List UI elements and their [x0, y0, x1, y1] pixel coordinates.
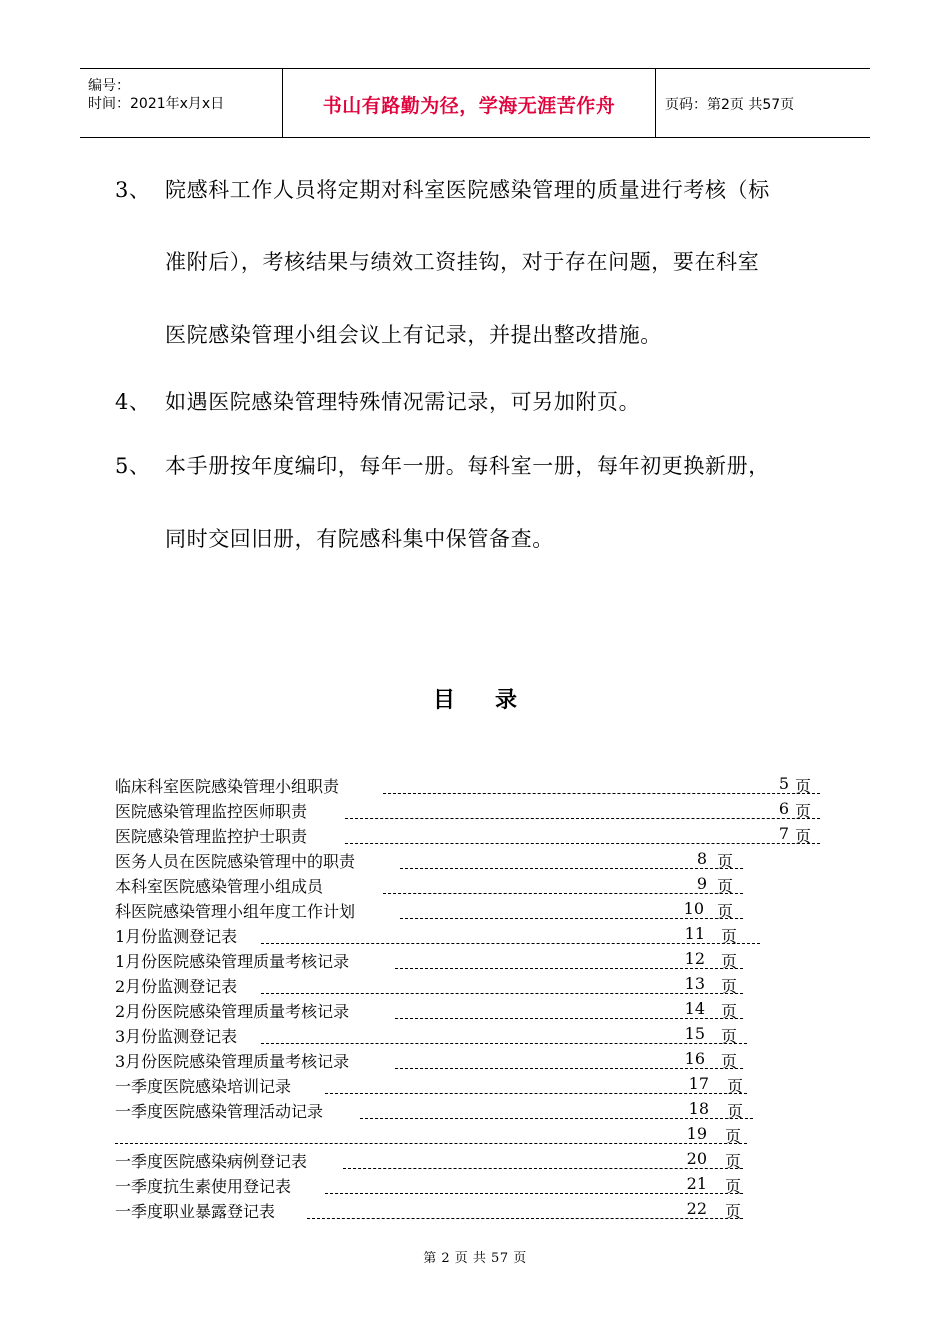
- toc-page-unit: 页: [795, 777, 812, 796]
- toc-leader: [395, 968, 743, 969]
- toc-entry-title: 一季度抗生素使用登记表: [115, 1177, 292, 1196]
- toc-page-unit: 页: [717, 877, 734, 896]
- toc-leader: [395, 1018, 743, 1019]
- toc-page-number: 22: [686, 1199, 707, 1218]
- toc-entry-title: 2月份医院感染管理质量考核记录: [115, 1002, 350, 1021]
- toc-entry[interactable]: [115, 1147, 743, 1172]
- toc-entry[interactable]: [115, 1022, 747, 1047]
- toc-entry[interactable]: [115, 947, 743, 972]
- toc-page-number: 13: [684, 974, 705, 993]
- toc-entry[interactable]: [115, 797, 820, 822]
- toc-leader: [383, 793, 820, 794]
- toc-entry[interactable]: [115, 822, 820, 847]
- toc-page-unit: 页: [725, 1127, 742, 1146]
- rule-number: 5、: [115, 454, 151, 478]
- toc-leader: [395, 1068, 743, 1069]
- toc-page-unit: 页: [721, 1027, 738, 1046]
- toc-page-number: 21: [686, 1174, 707, 1193]
- rule-line: 本手册按年度编印，每年一册。每科室一册，每年初更换新册，: [165, 454, 770, 478]
- rule-item-4: [115, 386, 845, 416]
- toc-entry-title: 1月份医院感染管理质量考核记录: [115, 952, 350, 971]
- toc-entry[interactable]: [115, 997, 743, 1022]
- toc-page-number: 19: [686, 1124, 707, 1143]
- toc-entry-title: 3月份监测登记表: [115, 1027, 238, 1046]
- document-number: 编号：: [88, 78, 130, 94]
- toc-page-unit: 页: [721, 952, 738, 971]
- toc-page-unit: 页: [795, 802, 812, 821]
- toc-entry-title: 本科室医院感染管理小组成员: [115, 877, 324, 896]
- toc-entry[interactable]: [115, 772, 820, 797]
- motto-text: 书山有路勤为径，学海无涯苦作舟: [322, 95, 616, 117]
- toc-entry[interactable]: [115, 872, 743, 897]
- toc-leader: [400, 868, 743, 869]
- toc-entry[interactable]: [115, 847, 743, 872]
- toc-page-unit: 页: [721, 977, 738, 996]
- rule-line: 如遇医院感染管理特殊情况需记录，可另加附页。: [165, 390, 641, 414]
- rule-line: 准附后），考核结果与绩效工资挂钩，对于存在问题，要在科室: [165, 250, 760, 274]
- page-number-label: 页码：第2页 共57页: [665, 97, 795, 113]
- document-time: 时间：2021年x月x日: [88, 96, 225, 112]
- rule-line: 同时交回旧册，有院感科集中保管备查。: [165, 527, 554, 551]
- toc-leader: [261, 993, 743, 994]
- toc-leader: [261, 1043, 747, 1044]
- toc-page-number: 7: [778, 824, 789, 843]
- toc-page-unit: 页: [795, 827, 812, 846]
- toc-entry[interactable]: [115, 897, 743, 922]
- toc-page-number: 18: [688, 1099, 709, 1118]
- toc-entry-title: 医院感染管理监控医师职责: [115, 802, 308, 821]
- toc-page-unit: 页: [721, 1052, 738, 1071]
- toc-leader: [400, 918, 743, 919]
- toc-entry[interactable]: [115, 1197, 743, 1222]
- toc-page-number: 9: [696, 874, 707, 893]
- rule-item-3: [115, 174, 845, 364]
- toc-entry[interactable]: [115, 922, 760, 947]
- page-footer: 第 2 页 共 57 页: [423, 1251, 527, 1266]
- toc-page-number: 6: [778, 799, 789, 818]
- toc-leader: [325, 1093, 747, 1094]
- toc-page-unit: 页: [721, 927, 738, 946]
- toc-page-number: 5: [778, 774, 789, 793]
- toc-entry-title: 一季度医院感染管理活动记录: [115, 1102, 324, 1121]
- toc-entry-title: 1月份监测登记表: [115, 927, 238, 946]
- toc-entry[interactable]: [115, 1172, 743, 1197]
- toc-page-unit: 页: [727, 1077, 744, 1096]
- toc-page-number: 17: [688, 1074, 709, 1093]
- toc-page-unit: 页: [725, 1152, 742, 1171]
- rule-item-5: [115, 450, 845, 560]
- toc-page-unit: 页: [725, 1202, 742, 1221]
- toc-page-unit: 页: [727, 1102, 744, 1121]
- toc-leader: [383, 893, 743, 894]
- toc-leader: [307, 1218, 743, 1219]
- toc-page-number: 15: [684, 1024, 705, 1043]
- rule-number: 4、: [115, 390, 151, 414]
- toc-page-unit: 页: [721, 1002, 738, 1021]
- toc-entry-title: 一季度医院感染病例登记表: [115, 1152, 308, 1171]
- toc-leader: [115, 1143, 747, 1144]
- toc-leader: [360, 1118, 753, 1119]
- rule-line: 院感科工作人员将定期对科室医院感染管理的质量进行考核（标: [165, 178, 770, 202]
- toc-entry[interactable]: [115, 1122, 747, 1147]
- toc-entry[interactable]: [115, 1047, 743, 1072]
- toc-entry-title: 医院感染管理监控护士职责: [115, 827, 308, 846]
- toc-page-number: 8: [696, 849, 707, 868]
- toc-page-unit: 页: [717, 902, 734, 921]
- toc-leader: [345, 818, 820, 819]
- toc-entry-title: 医务人员在医院感染管理中的职责: [115, 852, 356, 871]
- toc-entry-title: 一季度医院感染培训记录: [115, 1077, 292, 1096]
- page-header: [80, 68, 870, 138]
- toc-leader: [261, 943, 760, 944]
- toc-entry[interactable]: [115, 1072, 747, 1097]
- toc-entry-title: 一季度职业暴露登记表: [115, 1202, 276, 1221]
- toc-entry-title: 临床科室医院感染管理小组职责: [115, 777, 340, 796]
- toc-page-number: 20: [686, 1149, 707, 1168]
- toc-page-unit: 页: [725, 1177, 742, 1196]
- toc-page-number: 14: [684, 999, 705, 1018]
- toc-entry-title: 2月份监测登记表: [115, 977, 238, 996]
- toc-leader: [345, 843, 820, 844]
- toc-entry-title: 科医院感染管理小组年度工作计划: [115, 902, 356, 921]
- toc-leader: [343, 1168, 743, 1169]
- toc-page-number: 11: [684, 924, 705, 943]
- toc-page-number: 10: [683, 899, 704, 918]
- toc-entry-title: 3月份医院感染管理质量考核记录: [115, 1052, 350, 1071]
- rule-line: 医院感染管理小组会议上有记录，并提出整改措施。: [165, 323, 662, 347]
- toc-title: 目录: [432, 688, 557, 713]
- header-motto-cell: [282, 69, 656, 137]
- toc-page-number: 12: [684, 949, 705, 968]
- toc-page-number: 16: [684, 1049, 705, 1068]
- header-meta-cell: [80, 69, 282, 137]
- toc-page-unit: 页: [717, 852, 734, 871]
- toc-leader: [325, 1193, 743, 1194]
- header-page-cell: [655, 69, 870, 137]
- rule-number: 3、: [115, 178, 151, 202]
- toc-entry[interactable]: [115, 972, 743, 997]
- toc-entry[interactable]: [115, 1097, 753, 1122]
